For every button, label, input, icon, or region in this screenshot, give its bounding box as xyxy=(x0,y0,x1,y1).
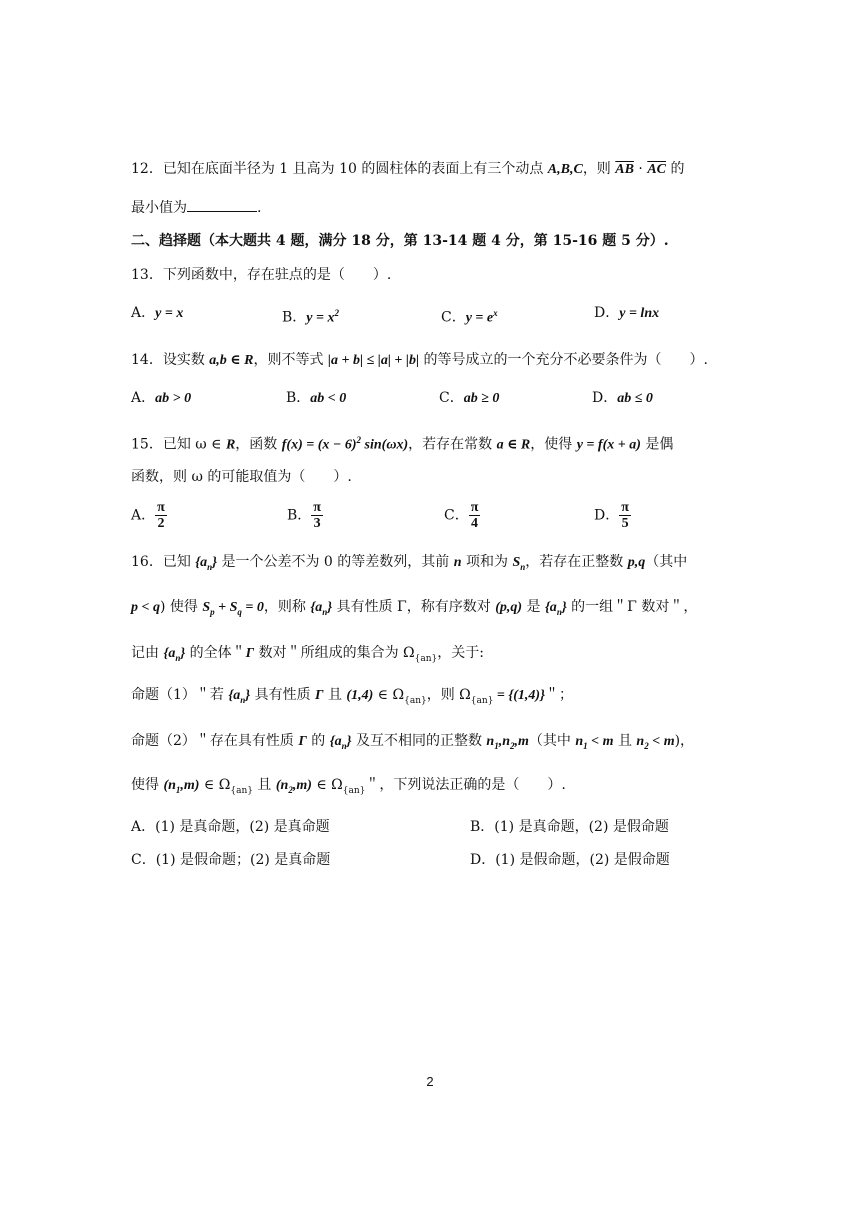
q16-line1: 16．已知 $\{a_n\}$ 是一个公差不为 0 的等差数列，其前 n 项和为 $S_n$，若存在正整数 p,q（其中 xyxy=(131,554,688,572)
section-heading: 二、趋择题（本大题共 4 题，满分 18 分，第 13-14 题 4 分，第 15-16 题 5 分）. xyxy=(131,233,669,249)
q14-option-d[interactable]: D．ab ≤ 0 xyxy=(592,390,653,406)
q14-option-c[interactable]: C．ab ≥ 0 xyxy=(439,390,500,406)
q13-option-b[interactable]: B．$y = x^2$ xyxy=(282,308,339,326)
q15-option-a[interactable]: A． $\frac{\pi}{2}$ xyxy=(131,500,165,531)
q13-stem: 13．下列函数中，存在驻点的是（ ）. xyxy=(131,267,392,283)
q16-line4: 命题（1）＂若 $\{a_n\}$ 具有性质 Γ 且 (1,4) ∈ $\Omega_{\{an\}}$，则 $\Omega_{\{an\}} = \{(1,4)\}$＂； xyxy=(131,687,573,706)
q16-line2: p < q) 使得 $S_p + S_q = 0$，则称 $\{a_n\}$ 具有性质 Γ，称有序数对 (p,q) 是 $\{a_n\}$ 的一组＂Γ 数对＂， xyxy=(131,599,698,617)
q16-option-c[interactable]: C．(1) 是假命题；(2) 是真命题 xyxy=(131,852,331,868)
q15-line2: 函数，则 ω 的可能取值为（ ）. xyxy=(131,469,352,485)
q13-option-c[interactable]: C．$y = e^x$ xyxy=(441,308,498,326)
q14-stem: 14．设实数 a,b ∈ R，则不等式 |a + b| ≤ |a| + |b| 的等号成立的一个充分不必要条件为（ ）. xyxy=(131,352,708,368)
q16-option-a[interactable]: A．(1) 是真命题，(2) 是真命题 xyxy=(131,819,330,835)
q13-option-a[interactable]: A．y = x xyxy=(131,305,184,321)
q14-option-a[interactable]: A．ab > 0 xyxy=(131,390,192,406)
q13-option-d[interactable]: D．y = lnx xyxy=(594,305,660,321)
q16-line6: 使得 $(n_1,m)$ ∈ $\Omega_{\{an\}}$ 且 $(n_2,m)$ ∈ $\Omega_{\{an\}}$＂，下列说法正确的是（ ）. xyxy=(131,777,566,796)
q14-option-b[interactable]: B．ab < 0 xyxy=(286,390,347,406)
q16-line3: 记由 $\{a_n\}$ 的全体＂Γ 数对＂所组成的集合为 $\Omega_{\{an\}}$，关于: xyxy=(131,645,484,664)
q15-option-d[interactable]: D． $\frac{\pi}{5}$ xyxy=(594,500,629,531)
q16-option-d[interactable]: D．(1) 是假命题，(2) 是假命题 xyxy=(470,852,670,868)
vector-ab: $\overline{AB}$ xyxy=(615,162,634,177)
page-number: 2 xyxy=(426,1074,434,1089)
q12-line1: 12．已知在底面半径为 1 且高为 10 的圆柱体的表面上有三个动点 A,B,C，则 $\overline{AB} \cdot \overline{AC}$ 的 xyxy=(131,161,685,177)
q12-line2: 最小值为 . xyxy=(131,197,261,218)
q16-line5: 命题（2）＂存在具有性质 Γ 的 $\{a_n\}$ 及互不相同的正整数 $n_1,n_2,m$（其中 $n_1 < m$ 且 $n_2 < m$)， xyxy=(131,733,695,751)
vector-ac: $\overline{AC}$ xyxy=(647,162,666,177)
q16-option-b[interactable]: B．(1) 是真命题，(2) 是假命题 xyxy=(470,819,669,835)
q15-option-c[interactable]: C． $\frac{\pi}{4}$ xyxy=(444,500,479,531)
q15-line1: 15．已知 ω ∈ R，函数 $f(x) = (x - 6)^2$ sin(ωx)，若存在常数 a ∈ R，使得 y = f(x + a) 是偶 xyxy=(131,435,674,453)
q15-option-b[interactable]: B． $\frac{\pi}{3}$ xyxy=(287,500,321,531)
answer-blank[interactable] xyxy=(187,197,257,212)
